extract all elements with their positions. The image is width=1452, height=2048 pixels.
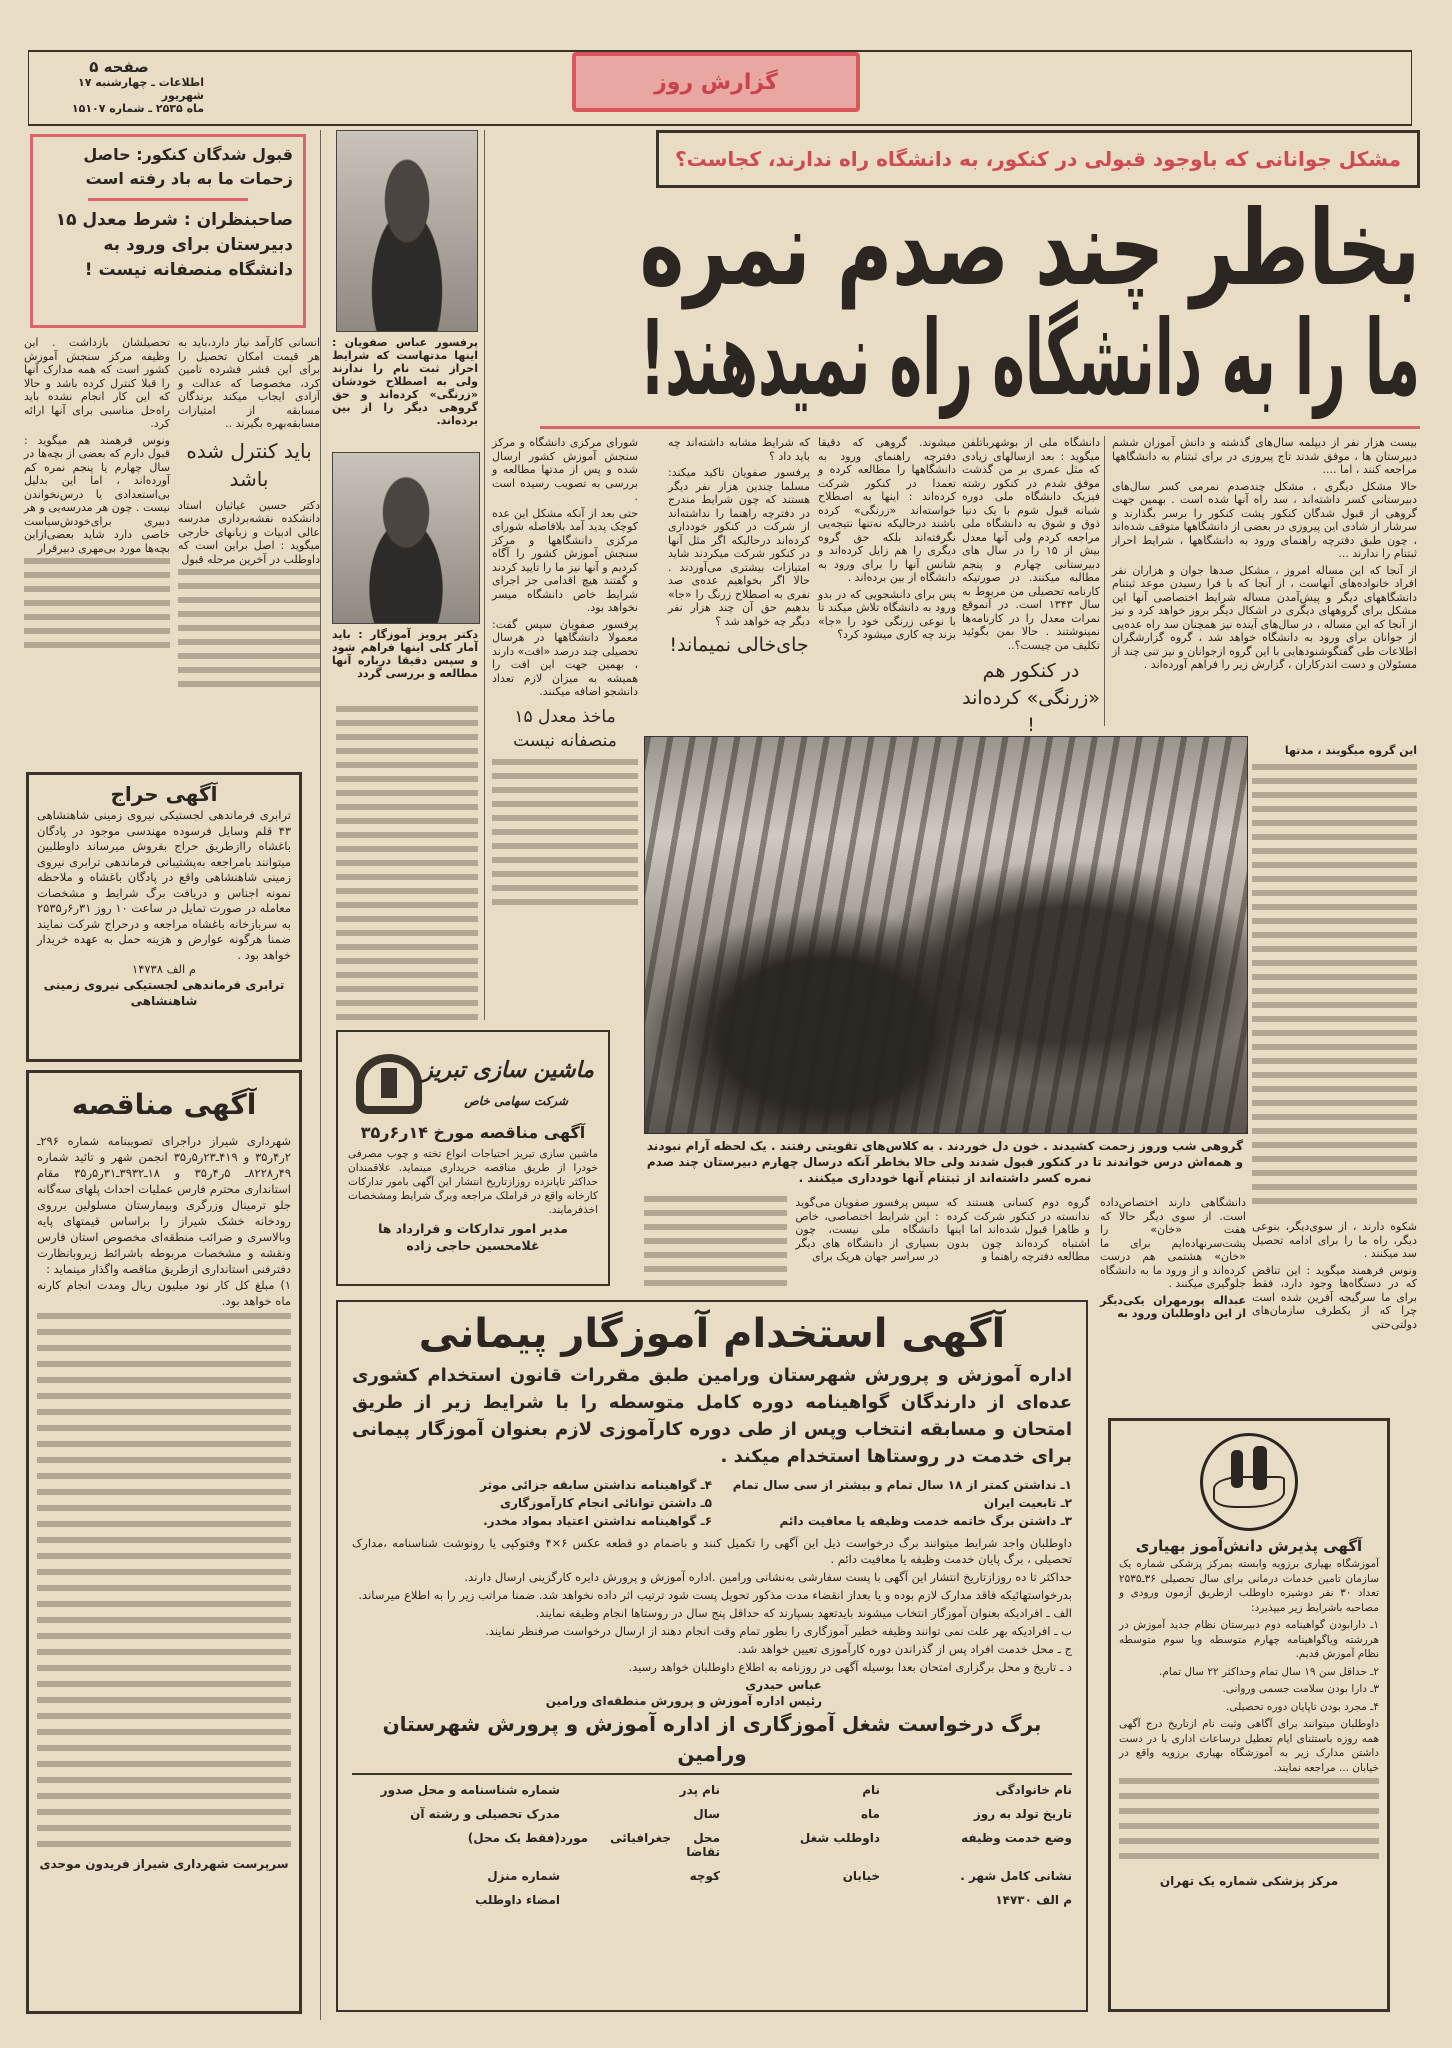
- nursing-ad-title: آگهی پذیرش دانش‌آموز بهیاری: [1135, 1537, 1363, 1555]
- form-field-label: داوطلب شغل: [799, 1831, 880, 1845]
- article-intro: [1112, 436, 1417, 675]
- article-col-d: [668, 436, 810, 662]
- form-field-label: کوچه: [689, 1869, 720, 1883]
- form-field-label: تاریخ تولد به روز: [973, 1807, 1072, 1821]
- paragraph: گروه دوم کسانی هستند که ندانسته در کنکور شرکت کرده و ظاهرا قبول شده‌اند اما اینها اشتباه کرده‌اند چون بدون مطالعه دفترچه راهنما و: [946, 1196, 1090, 1263]
- paragraph: بدرخواستهائیکه فاقد مدارک لازم بوده و یا بعداز انقضاء مدت مذکور تحویل پست شود ترتیب اثر داده نخواهد شد. ضمنا مراتب زیر را به اطلاع میرساند.: [358, 1588, 1072, 1602]
- signer-name: عباس حیدری: [745, 1678, 822, 1692]
- paragraph: این گروه میگویند ، مدتها: [1284, 744, 1417, 757]
- article-col-e: [492, 436, 638, 909]
- page-info: [34, 58, 204, 115]
- article-continuation: [644, 1196, 1090, 1292]
- list-item: ۲ـ حداقل سن ۱۹ سال تمام وحداکثر ۲۲ سال تمام.: [1159, 1665, 1379, 1678]
- condition-item: ۱ـ نداشتن کمتر از ۱۸ سال تمام و بیشتر از سی سال تمام: [732, 1478, 1072, 1492]
- teacher-ad-signer: [352, 1677, 1072, 1709]
- paragraph: دانشگاهی دارند اختصاص‌داده است. از سوی دیگر حالا که هفت «خان» را پشت‌سرنهاده‌ایم برای ما «خان» هشتمی هم درست کرده‌اند و از ورود ما به دانشگاه جلوگیری میکنند .: [1100, 1196, 1246, 1290]
- subheading-zerangi: در کنکور هم «زرنگی» کرده‌اند !: [962, 660, 1100, 736]
- teacher-ad-title: آگهی استخدام آموزگار پیمانی: [418, 1311, 1006, 1357]
- nursing-ad-signature: مرکز پزشکی شماره یک تهران: [1159, 1874, 1339, 1888]
- body-text-continued: [178, 569, 320, 689]
- body-text-continued: [644, 1196, 787, 1286]
- list-item: ۳ـ دارا بودن سلامت جسمی وروانی.: [1222, 1683, 1379, 1695]
- application-form-title: برگ درخواست شغل آموزگاری از اداره آموزش و پرورش شهرستان ورامین: [352, 1709, 1072, 1775]
- form-field-label: وضع خدمت وظیفه: [961, 1831, 1072, 1845]
- ad-reference: م الف ۱۴۷۳۰: [995, 1893, 1072, 1907]
- auction-ad-title: آگهی حراج: [110, 782, 218, 806]
- condition-item: ۳ـ داشتن برگ خاتمه خدمت وظیفه یا معافیت دائم: [779, 1514, 1072, 1528]
- tabriz-ad-title: آگهی مناقصه مورخ ۱۴ر۶ر۳۵: [360, 1123, 586, 1142]
- form-field-label: محل جغرافیائی مورد تقاضا: [560, 1831, 720, 1859]
- paragraph: دکتر حسین غیاثیان استاد دانشکده نقشه‌برداری مدرسه عالی ادبیات و زبانهای خارجی میگوید : اصل براین است که داوطلب در آخرین مرحله قبول: [178, 498, 320, 566]
- article-col-b: [962, 436, 1100, 745]
- teacher-ad-body: [352, 1535, 1072, 1675]
- article-col-f: [178, 336, 320, 689]
- tabriz-logo-icon: [356, 1054, 422, 1114]
- paragraph: ونوس فرهمند میگوید : این تناقض که در دستگاه‌ها وجود دارد، فقط برای ما سرگیجه آفرین شده است چرا که از یکطرف سازمان‌های دولتی‌حتی: [1252, 1263, 1417, 1331]
- intro-continuation: [1252, 744, 1417, 761]
- paragraph: حالا مشکل دیگری ، مشکل چندصدم نمرمی کسر سال‌های دبیرستانی کسر داشته‌اند ، سد راه آنها شده است . بهمین جهت گروهی از قبول شدگان کنکور پشت کنکور را برسر بگذارند و سرشار از شادی این پیروزی در بعضی از دانشگاهها متوقف شده‌اند ، چون طبق دفترچه راهنمای ورود به دانشگاهها ، شرایط احراز ثبتنام را ندارند ...: [1112, 479, 1417, 560]
- headline-line-1: بخاطر چند صدم نمره: [639, 187, 1420, 309]
- paragraph: انسانی کارآمد نیاز دارد،باید به هر قیمت امکان تحصیل را برای این قشر فشرده تامین کرد، مخصوصا که عدالت و آزادی ایجاب میکند برندگان مسابقه از امتیازات مسابقه‌بهره بگیرند ..: [178, 336, 320, 430]
- teacher-ad-conditions: [352, 1476, 1072, 1530]
- nursing-school-ad: [1108, 1418, 1390, 2012]
- article-col-i: [1100, 1196, 1246, 1324]
- paragraph: پرفسور صفویان تاکید میکند: مسلما چندین هزار نفر دیگر هستند که چون شرایط مندرج در دفترچه راهنما را نداشته‌اند از شرکت در کنکور خودداری کرده‌اند درحالیکه اگر مثل آنها در کنکور شرکت میکردند شاید امتیازات بیشتری می‌آوردند . حالا اگر بخواهیم عده‌ی صد نفری به اصطلاح زرنگ را «جا» بدهیم حق آن چند هزار نفر دیگر چه خواهد شد ؟: [668, 466, 810, 628]
- form-field-label: سال: [693, 1807, 720, 1821]
- body-text-continued: [492, 759, 638, 909]
- condition-item: ۶ـ گواهینامه نداشتن اعتیاد بمواد مخدر.: [483, 1514, 712, 1528]
- nursing-ad-text: [1119, 1557, 1379, 1775]
- form-field-label: ماه: [860, 1807, 880, 1821]
- portrait-amouzegar: [332, 452, 480, 624]
- tender-ad-item-1: ۱) مبلغ کل کار نود میلیون ریال ومدت انجام کارنه ماه خواهد بود.: [37, 1278, 291, 1308]
- caption-amouzegar: دکتر پرویز آموزگار : باید آمار کلی اینها فراهم شود و سپس دقیقا درباره آنها مطالعه و بررسی گردد: [332, 628, 478, 680]
- teacher-ad-intro: اداره آموزش و پرورش شهرستان ورامین طبق مقررات قانون استخدام کشوری عده‌ای از دارندگان گواهینامه دوره کامل متوسطه را با شرایط زیر از طریق امتحان و مسابقه انتخاب وپس از طی دوره کارآموزی لازم بعنوان آموزگار پیمانی برای خدمت در روستاها استخدام میکند .: [352, 1365, 1072, 1467]
- paragraph: ونوس فرهمند هم میگوید : قبول دارم که بعضی از بچه‌ها در سال چهارم یا پنجم نمره کم آورده‌اند ، اما این بدلیل بی‌استعدادی یا درس‌نخواندن نیست . چون هر مدرسه‌یی و هر دبیری برای‌خودش‌سیاست خاصی دارد شاید بعضی‌ازاین بچه‌ها مورد بی‌مهری دبیرقرار: [24, 433, 170, 555]
- auction-ad-text: ترابری فرماندهی لجستیکی نیروی زمینی شاهنشاهی ۴۳ قلم وسایل فرسوده مهندسی موجود در پادگان باغشاه راازطریق حراج بفروش میرساند داوطلبین میتوانند بامراجعه به‌پشتیبانی فرماندهی ترابری نیروی زمینی شاهنشاهی واقع در پادگان باغشاه و ملاحظه نمونه اجناس و دریافت برگ شرایط و مشخصات معامله در صورت تمایل در ساعت ۱۰ روز ۳۱ر۶ر۲۵۳۵ به سربازخانه باغشاه مراجعه و درحراج شرکت نمایند ضمنا هرگونه عوارض و هزینه حمل به عهده خریدار خواهد بود .: [36, 808, 291, 962]
- section-label-box: [572, 52, 860, 112]
- tender-ad-terms: [37, 1313, 291, 1853]
- tabriz-subbrand: شرکت سهامی خاص: [464, 1094, 568, 1108]
- summary-title-1: قبول شدگان کنکور: حاصل زحمات ما به باد رفته است: [83, 145, 293, 188]
- section-label: گزارش روز: [654, 69, 778, 95]
- condition-item: ۴ـ گواهینامه نداشتن سابقه جزائی موثر: [480, 1478, 712, 1492]
- condition-item: ۵ـ داشتن توانائی انجام کارآموزگاری: [499, 1496, 712, 1510]
- auction-ad-signature: ترابری فرماندهی لجستیکی نیروی زمینی شاهنشاهی: [43, 977, 285, 1008]
- paragraph: داوطلبان واجد شرایط میتوانند برگ درخواست ذیل این آگهی را تکمیل کنند و باضمام دو قطعه عکس ۶×۴ وفتوکپی یا رونوشت شناسنامه ،مدارک تحصیلی ، برگ پایان خدمت وظیفه یا معافیت دائم .: [352, 1536, 1072, 1566]
- tender-ad-title: آگهی مناقصه: [71, 1088, 257, 1121]
- paragraph: پرفسور صفویان سپس گفت: معمولا دانشگاهها در هرسال تحصیلی چند درصد «افت» دارند ، بهمین جهت این افت را همیشه به میزان لازم تعداد دانشجو اضافه میکنند.: [492, 617, 638, 698]
- list-item: ۱ـ دارابودن گواهینامه دوم دبیرستان نظام جدید آموزش در هررشته ویاگواهینامه چهارم متوسطه ویا سوم متوسطه نظام آموزش قدیم.: [1119, 1619, 1379, 1660]
- tabriz-signature-2: غلامحسین حاجی زاده: [406, 1238, 540, 1253]
- tender-ad: [26, 1070, 302, 2014]
- paragraph: دانشگاه ملی از بوشهرباتلفن میگوید : بعد ازسالهای زیادی که مثل عمری بر من گذشت موفق شدم در کنکور رشته فیزیک دانشگاه ملی دوره شبانه قبول شوم با یک دنیا ذوق و شوق به دانشگاه ملی مراجعه کردم ولی آنها معدل بیش از ۱۵ را در سال های دبیرستانی چهارم و پنجم مطالبه میکنند. در صورتیکه کارنامه تحصیلی من مربوط به سال ۱۳۴۳ است. در آنموقع نمرات معدل را در کارنامه‌ها نمینوشتند . حالا بمن بگوئید تکلیف من چیست؟..: [962, 436, 1100, 652]
- exam-hall-photo: [644, 736, 1248, 1134]
- paragraph: ج ـ محل خدمت افراد پس از گذراندن دوره کارآموزی تعیین خواهد شد.: [737, 1642, 1072, 1656]
- form-field-label: خیابان: [842, 1869, 880, 1883]
- column-rule: [320, 130, 321, 2020]
- body-text-continued: [1252, 764, 1417, 1212]
- column-rule: [1104, 436, 1105, 726]
- article-col-c: [818, 436, 956, 645]
- exam-hall-caption: گروهی شب وروز زحمت کشیدند . خون دل خوردند . به کلاس‌های تقویتی رفتند . یک لحظه آرام نبودند و همه‌اش درس خواندند تا در کنکور قبول شدند ولی حالا بخاطر آنکه درسال چهارم دبیرستان چند صدم نمره کسر داشته‌اند از ثبتنام آنها خودداری میکنند .: [646, 1139, 1244, 1185]
- tabriz-brand: ماشین سازی تبریز: [422, 1058, 594, 1083]
- form-field-label: شماره شناسنامه و محل صدور: [380, 1783, 560, 1797]
- paragraph: سپس پرفسور صفویان می‌گوید : این شرایط اختصاصی، خاص دانشگاه ملی نیست، چون بسیاری از دانشگاه های دیگر در سراسر جهان هریک برای: [795, 1196, 939, 1263]
- subheading-moadel: ماخذ معدل ۱۵ منصفانه نیست: [513, 706, 617, 751]
- form-field-label: مدرک تحصیلی و رشته آن: [410, 1807, 560, 1821]
- tabriz-signature-1: مدیر امور تدارکات و قرارداد ها: [378, 1221, 568, 1236]
- headline-rule: [540, 426, 1420, 429]
- headline-line-2: ما را به دانشگاه راه نمیدهند!: [639, 297, 1420, 419]
- paragraph: شورای مرکزی دانشگاه و مرکز سنجش آموزش کشور ارسال شده و پس از مدتها مطالعه و بررسی به تصویب رسیده است .: [492, 436, 638, 503]
- paragraph: حداکثر تا ده روزازتاریخ انتشار این آگهی با پست سفارشی به‌نشانی ورامین .اداره آموزش و پرورش دایره کارگزینی ارسال دارند.: [464, 1570, 1072, 1584]
- auction-ad: [26, 772, 302, 1062]
- tabriz-ad: [336, 1030, 610, 1286]
- form-field-label: شماره منزل: [487, 1869, 560, 1883]
- form-field-label: نام: [862, 1783, 880, 1797]
- teacher-hiring-ad: [336, 1300, 1088, 2012]
- social-security-logo-icon: [1200, 1433, 1298, 1531]
- summary-box: [30, 134, 306, 328]
- paragraph: تحصیلشان بازداشت . این وظیفه مرکز سنجش آموزش کشور است که همه مدارک آنها را قبلا کنترل کرده باشد و حالا که این کار انجام نشده باید راه‌حل مناسبی برای آنها ارائه کرد.: [24, 336, 170, 430]
- tabriz-ad-content: [348, 1122, 598, 1254]
- form-signature-label: امضاء داوطلب: [475, 1893, 560, 1907]
- paragraph: پس برای دانشجویی که در بدو ورود به دانشگاه تلاش میکند تا با نوعی زرنگی خود را «جا» بزند چه کاری میشود کرد؟: [818, 587, 956, 641]
- subheading-kontrol: باید کنترل شده باشد: [186, 438, 312, 491]
- paragraph: ب ـ افرادیکه بهر علت نمی توانند وظیفه خطیر آموزگاری را بطور تمام وقت انجام دهند از ارسال درخواست صرفنظر نمایند.: [485, 1624, 1072, 1638]
- condition-item: ۲ـ تابعیت ایران: [983, 1496, 1072, 1510]
- article-col-g: [24, 336, 170, 648]
- portrait-safavian: [336, 130, 478, 332]
- tender-ad-signature: سرپرست شهرداری شیراز فریدون موحدی: [39, 1857, 289, 1871]
- paragraph: میشوند. گروهی که دقیقا دفترچه راهنمای ورود به دانشگاهها را مطالعه کرده و تعمدا در کنکور شرکت کرده‌اند : اینها به اصطلاح خواسته‌اند «زرنگی» کرده باشند درحالیکه نه‌تنها نتیجه‌یی نگرفته‌اند بلکه حق گروه دیگری را هم زایل کرده‌اند و شانس آنها را برای ورود به دانشگاه از بین برده‌اند .: [818, 436, 956, 584]
- caption-safavian: پرفسور عباس صفویان : اینها مدتهاست که شرایط احراز ثبت نام را ندارند ولی به اصطلاح خودشان «زرنگی» کرده‌اند و حق گروهی دیگر را از بین برده‌اند.: [332, 336, 478, 427]
- subheading-jaye-khali: جای‌خالی نمیماند!: [669, 634, 809, 656]
- tender-ad-text: شهرداری شیراز دراجرای تصویبنامه شماره ۲۹۶ـ ۲ر۴ر۳۵ و ۴۱۹ـ۲۳ر۵ر۳۵ انجمن شهر و تائید شماره ۴۹ر۸۲۲۸ـ ۵ر۴ر۳۵ و ۱۸ـ۳۹۳۲ـ۳۱ر۵ر۳۵ مقام استانداری محترم فارس عملیات احداث پلهای سه‌گانه جلو ترمینال وزرگری وبیمارستان مسلولین برروی رودخانه خشک شیراز را براساس قیمتهای پایه وبالاسری و ضرائب منطقه‌ای مخصوص استان فارس ونقشه و مشخصات مربوطه باشرائط زیروبانظارت دفترفنی استانداری ازطریق مناقصه واگذار مینماید :: [37, 1134, 291, 1276]
- paragraph: که شرایط مشابه داشته‌اند چه باید داد ؟: [668, 436, 810, 463]
- form-field-label: نام خانوادگی: [995, 1783, 1072, 1797]
- paragraph: الف ـ افرادیکه بعنوان آموزگار انتخاب میشوند بایدتعهد بسپارند که حداقل پنج سال در روستاها انجام وظیفه نمایند.: [535, 1606, 1072, 1620]
- column-rule: [484, 130, 485, 1020]
- body-text-continued: [336, 706, 478, 1020]
- application-form: [352, 1783, 1072, 1907]
- signer-title: رئیس اداره آموزش و پرورش منطقه‌ای ورامین: [545, 1694, 822, 1708]
- form-field-label: نام پدر: [679, 1783, 720, 1797]
- article-col-h: [1252, 1220, 1417, 1334]
- paragraph: داوطلبان میتوانند برای آگاهی وثبت نام ازتاریخ درج آگهی همه روزه باستثنای ایام تعطیل درساعات اداری با در دست داشتن مدارک زیر به آموزشگاه بهیاری برزویه واقع در خیابان ... مراجعه نمایند.: [1119, 1718, 1379, 1774]
- form-field-label: (فقط یک محل): [467, 1831, 560, 1845]
- paragraph: د ـ تاریخ و محل برگزاری امتحان بعدا بوسیله آگهی در روزنامه به اطلاع داوطلبان خواهد رسید.: [628, 1660, 1072, 1674]
- divider: [88, 198, 248, 201]
- body-text-continued: [24, 558, 170, 648]
- nursing-ad-details: [1119, 1778, 1379, 1868]
- tabriz-ad-text: ماشین سازی تبریز احتیاجات انواع تخته و چوب مصرفی خودرا از طریق مناقصه خریداری مینماید. علاقمندان حداکثر تاپانزده روزازتاریخ انتشار این آگهی بامور تدارکات کارخانه واقع در قراملک مراجعه وبرگ شرایط ومشخصات اخذفرمایند.: [348, 1148, 598, 1216]
- list-item: ۴ـ مجرد بودن تاپایان دوره تحصیلی.: [1226, 1700, 1379, 1713]
- date-line: اطلاعات ـ چهارشنبه ۱۷ شهریور: [78, 76, 204, 102]
- paragraph: عبداله پورمهران یکی‌دیگر از این داوطلبان ورود به: [1100, 1293, 1246, 1320]
- headline-kicker: مشکل جوانانی که باوجود قبولی در کنکور، به دانشگاه راه ندارند، کجاست؟: [674, 147, 1402, 171]
- headline-kicker-box: [656, 130, 1420, 188]
- auction-ad-ref: م الف ۱۴۷۳۸: [132, 962, 196, 976]
- paragraph: بیست هزار نفر از دیپلمه سال‌های گذشته و دانش آموزان ششم دبیرستان ها ، موفق شدند تاج پیروزی در برای ثبتنام به دانشگاهها مراجعه کنند ، اما ....: [1112, 436, 1417, 476]
- issue-line: ماه ۲۵۳۵ ـ شماره ۱۵۱۰۷: [71, 102, 204, 115]
- page-number: صفحه ۵: [89, 58, 149, 76]
- paragraph: شکوه دارند ، از سوی‌دیگر، بنوعی دیگر، راه ما را برای ادامه تحصیل سد میکنند .: [1252, 1220, 1417, 1260]
- paragraph: از آنجا که این مساله امروز ، مشکل صدها جوان و هزاران نفر افراد خانواده‌های آنهاست ، از آنجا که با فرا رسیدن موعد ثبتنام دانشگاههای دیگر و پیش‌آمدن مساله شرایط اختصاصی آنها این مشکل برای گروههای دیگری در اشکال دیگر بروز خواهد کرد و نیز از آنجا که این مساله ، در سال‌های آینده نیز همچنان سد راه عده‌یی از جوانان برای ورود به دانشگاه خواهد شد ، گروه گزارشگران اطلاعات طی گفتگوشنودهایی با این گروه ازجوانان و نیز تنی چند از مسئولان و دست اندرکاران ، گزارش زیر را فراهم آورده‌اند .: [1112, 563, 1417, 671]
- paragraph: حتی بعد از آنکه مشکل این عده کوچک پدید آمد بلافاصله شورای مرکزی دانشگاهها و مرکز سنجش آموزش کشور را آگاه کردیم و آنها نیز ما را تایید کردند و گفتند هیچ اقدامی جز اجرای شرایط خاص دانشگاه میسر نخواهد بود.: [492, 506, 638, 614]
- paragraph: آموزشگاه بهیاری برزویه وابسته بمرکز پزشکی شماره یک سازمان تامین خدمات درمانی برای سال تحصیلی ۳۶ـ۲۵۳۵ تعداد ۳۰ نفر دوشیزه داوطلب ازطریق آزمون ورودی و مصاحبه باشرایط زیر میپذیرد:: [1119, 1558, 1379, 1614]
- summary-title-2: صاحبنظران : شرط معدل ۱۵ دبیرستان برای ورود به دانشگاه منصفانه نیست !: [55, 210, 293, 280]
- form-field-label: نشانی کامل شهر .: [960, 1869, 1072, 1883]
